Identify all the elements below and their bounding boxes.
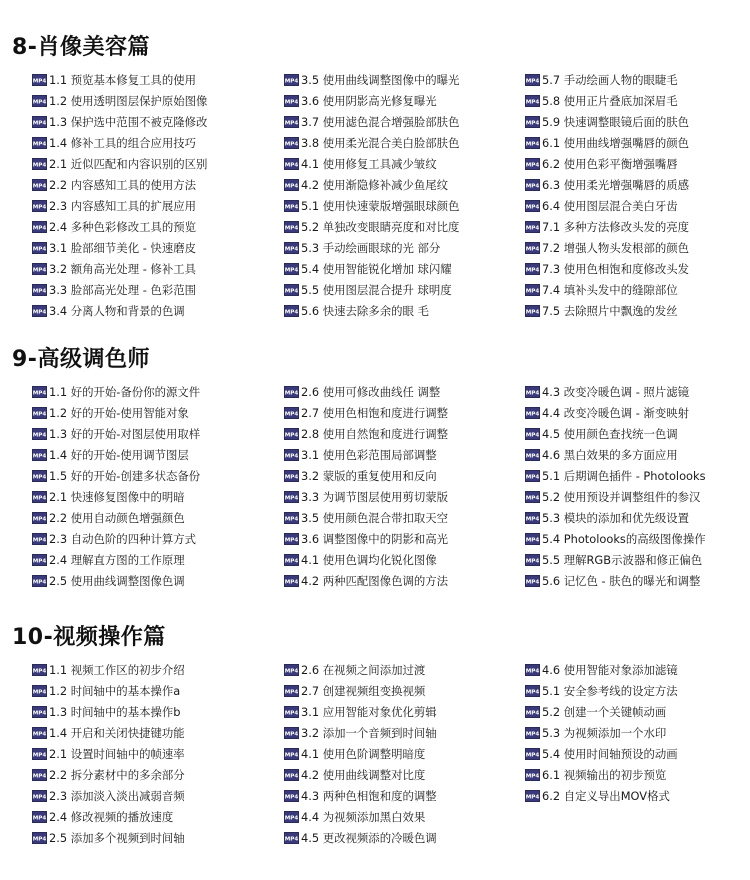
lesson-title: 5.2 使用预设并调整组件的参汉 [542, 490, 701, 504]
lesson-title: 6.4 使用图层混合美白牙齿 [542, 199, 678, 213]
svg-text:MP4: MP4 [525, 731, 540, 738]
svg-text:MP4: MP4 [32, 731, 47, 738]
mp4-file-icon [525, 664, 540, 676]
svg-text:MP4: MP4 [32, 773, 47, 780]
lesson-title: 5.8 使用正片叠底加深眉毛 [542, 94, 678, 108]
mp4-file-icon [32, 428, 47, 440]
mp4-file-icon [525, 491, 540, 503]
lesson-title: 1.4 好的开始-使用调节图层 [49, 448, 189, 462]
svg-text:MP4: MP4 [32, 141, 47, 148]
svg-text:MP4: MP4 [32, 99, 47, 106]
svg-text:MP4: MP4 [284, 773, 299, 780]
svg-text:MP4: MP4 [32, 668, 47, 675]
svg-text:MP4: MP4 [525, 689, 540, 696]
svg-text:MP4: MP4 [32, 267, 47, 274]
mp4-file-icon [32, 832, 47, 844]
lesson-title: 3.5 使用颜色混合带扣取天空 [301, 511, 449, 525]
lesson-title: 5.3 模块的添加和优先级设置 [542, 511, 690, 525]
svg-text:MP4: MP4 [525, 246, 540, 253]
svg-text:MP4: MP4 [32, 516, 47, 523]
lesson-title: 5.4 使用智能锐化增加 球闪耀 [301, 262, 452, 276]
svg-text:MP4: MP4 [525, 495, 540, 502]
svg-text:MP4: MP4 [525, 794, 540, 801]
mp4-file-icon [32, 748, 47, 760]
lesson-title: 7.4 填补头发中的缝隙部位 [542, 283, 678, 297]
lesson-title: 5.4 Photolooks的高级图像操作 [542, 532, 706, 546]
lesson-title: 2.6 使用可修改曲线任 调整 [301, 385, 441, 399]
svg-text:MP4: MP4 [284, 267, 299, 274]
lesson-title: 2.3 添加淡入淡出减弱音频 [49, 789, 185, 803]
svg-text:MP4: MP4 [284, 390, 299, 397]
lesson-title: 5.2 单独改变眼睛亮度和对比度 [301, 220, 460, 234]
lesson-title: 4.1 使用修复工具减少皱纹 [301, 157, 437, 171]
svg-text:MP4: MP4 [525, 752, 540, 759]
svg-text:MP4: MP4 [32, 162, 47, 169]
mp4-file-icon [32, 242, 47, 254]
mp4-file-icon [32, 533, 47, 545]
lesson-title: 2.7 创建视频组变换视频 [301, 684, 426, 698]
mp4-file-icon [284, 533, 299, 545]
section-title: 8-肖像美容篇 [12, 35, 150, 60]
svg-text:MP4: MP4 [32, 752, 47, 759]
lesson-title: 2.5 添加多个视频到时间轴 [49, 831, 185, 845]
mp4-file-icon [525, 428, 540, 440]
lesson-title: 1.3 保护选中范围不被克隆修改 [49, 115, 208, 129]
section-title: 10-视频操作篇 [12, 625, 166, 650]
mp4-file-icon [284, 116, 299, 128]
mp4-file-icon [32, 95, 47, 107]
lesson-title: 4.4 改变冷暖色调 - 渐变映射 [542, 406, 689, 420]
mp4-file-icon [284, 284, 299, 296]
lesson-title: 1.2 使用透明图层保护原始图像 [49, 94, 208, 108]
svg-text:MP4: MP4 [525, 516, 540, 523]
svg-text:MP4: MP4 [525, 267, 540, 274]
svg-text:MP4: MP4 [32, 225, 47, 232]
lesson-title: 4.1 使用色调均化锐化图像 [301, 553, 437, 567]
mp4-file-icon [284, 242, 299, 254]
svg-text:MP4: MP4 [32, 288, 47, 295]
lesson-title: 3.2 添加一个音频到时间轴 [301, 726, 437, 740]
lesson-title: 4.4 为视频添加黑白效果 [301, 810, 426, 824]
mp4-file-icon [525, 706, 540, 718]
lesson-title: 1.1 好的开始-备份你的源文件 [49, 385, 201, 399]
svg-text:MP4: MP4 [284, 495, 299, 502]
mp4-file-icon [32, 554, 47, 566]
lesson-title: 1.3 时间轴中的基本操作b [49, 705, 181, 719]
lesson-title: 4.3 两种色相饱和度的调整 [301, 789, 437, 803]
mp4-file-icon [284, 491, 299, 503]
svg-text:MP4: MP4 [284, 558, 299, 565]
svg-text:MP4: MP4 [284, 689, 299, 696]
mp4-file-icon [525, 305, 540, 317]
mp4-file-icon [284, 200, 299, 212]
svg-text:MP4: MP4 [284, 579, 299, 586]
svg-text:MP4: MP4 [525, 288, 540, 295]
mp4-file-icon [284, 137, 299, 149]
lesson-title: 1.1 预览基本修复工具的使用 [49, 73, 197, 87]
lesson-title: 3.2 额角高光处理 - 修补工具 [49, 262, 196, 276]
svg-text:MP4: MP4 [32, 836, 47, 843]
lesson-title: 4.6 使用智能对象添加滤镜 [542, 663, 678, 677]
lesson-title: 4.2 两种匹配图像色调的方法 [301, 574, 449, 588]
svg-text:MP4: MP4 [32, 815, 47, 822]
mp4-file-icon [32, 221, 47, 233]
mp4-file-icon [284, 449, 299, 461]
lesson-title: 7.2 增强人物头发根部的颜色 [542, 241, 690, 255]
lesson-title: 4.2 使用渐隐修补减少鱼尾纹 [301, 178, 449, 192]
lesson-title: 7.1 多种方法修改头发的亮度 [542, 220, 690, 234]
mp4-file-icon [284, 95, 299, 107]
svg-text:MP4: MP4 [284, 141, 299, 148]
mp4-file-icon [284, 748, 299, 760]
mp4-file-icon [525, 137, 540, 149]
mp4-file-icon [525, 263, 540, 275]
lesson-title: 1.4 开启和关闭快捷键功能 [49, 726, 185, 740]
svg-text:MP4: MP4 [284, 309, 299, 316]
lesson-title: 2.6 在视频之间添加过渡 [301, 663, 426, 677]
mp4-file-icon [32, 685, 47, 697]
lesson-title: 4.3 改变冷暖色调 - 照片滤镜 [542, 385, 689, 399]
mp4-file-icon [32, 575, 47, 587]
lesson-title: 2.2 内容感知工具的使用方法 [49, 178, 197, 192]
mp4-file-icon [32, 74, 47, 86]
lesson-title: 5.5 使用图层混合提升 球明度 [301, 283, 452, 297]
mp4-file-icon [284, 685, 299, 697]
mp4-file-icon [525, 727, 540, 739]
lesson-title: 1.1 视频工作区的初步介绍 [49, 663, 185, 677]
svg-text:MP4: MP4 [525, 120, 540, 127]
svg-text:MP4: MP4 [525, 537, 540, 544]
lesson-title: 3.1 脸部细节美化 - 快速磨皮 [49, 241, 196, 255]
svg-text:MP4: MP4 [284, 752, 299, 759]
mp4-file-icon [525, 790, 540, 802]
svg-text:MP4: MP4 [525, 78, 540, 85]
mp4-file-icon [284, 158, 299, 170]
mp4-file-icon [284, 428, 299, 440]
svg-text:MP4: MP4 [525, 390, 540, 397]
mp4-file-icon [32, 449, 47, 461]
mp4-file-icon [525, 74, 540, 86]
lesson-title: 3.6 调整图像中的阴影和高光 [301, 532, 449, 546]
lesson-title: 3.2 蒙版的重复使用和反向 [301, 469, 437, 483]
lesson-title: 2.1 设置时间轴中的帧速率 [49, 747, 185, 761]
mp4-file-icon [525, 179, 540, 191]
lesson-title: 6.1 使用曲线增强嘴唇的颜色 [542, 136, 690, 150]
svg-text:MP4: MP4 [525, 579, 540, 586]
svg-text:MP4: MP4 [284, 516, 299, 523]
lesson-title: 6.3 使用柔光增强嘴唇的质感 [542, 178, 690, 192]
svg-text:MP4: MP4 [32, 794, 47, 801]
svg-text:MP4: MP4 [32, 390, 47, 397]
svg-text:MP4: MP4 [32, 453, 47, 460]
svg-text:MP4: MP4 [525, 141, 540, 148]
lesson-title: 3.3 脸部高光处理 - 色彩范围 [49, 283, 196, 297]
svg-text:MP4: MP4 [32, 474, 47, 481]
mp4-file-icon [32, 137, 47, 149]
lesson-title: 5.6 快速去除多余的眼 毛 [301, 304, 429, 318]
svg-text:MP4: MP4 [284, 474, 299, 481]
mp4-file-icon [32, 470, 47, 482]
mp4-file-icon [284, 832, 299, 844]
svg-text:MP4: MP4 [32, 558, 47, 565]
svg-text:MP4: MP4 [284, 815, 299, 822]
svg-text:MP4: MP4 [525, 453, 540, 460]
svg-text:MP4: MP4 [284, 453, 299, 460]
svg-text:MP4: MP4 [284, 246, 299, 253]
svg-text:MP4: MP4 [32, 710, 47, 717]
lesson-title: 2.8 使用自然饱和度进行调整 [301, 427, 449, 441]
mp4-file-icon [284, 407, 299, 419]
lesson-title: 4.1 使用色阶调整明暗度 [301, 747, 426, 761]
mp4-file-icon [525, 533, 540, 545]
svg-text:MP4: MP4 [32, 246, 47, 253]
mp4-file-icon [525, 242, 540, 254]
mp4-file-icon [32, 305, 47, 317]
svg-text:MP4: MP4 [32, 78, 47, 85]
svg-text:MP4: MP4 [32, 579, 47, 586]
mp4-file-icon [284, 575, 299, 587]
mp4-file-icon [32, 769, 47, 781]
lesson-title: 5.1 使用快速蒙版增强眼球颜色 [301, 199, 460, 213]
svg-text:MP4: MP4 [525, 309, 540, 316]
svg-text:MP4: MP4 [284, 710, 299, 717]
mp4-file-icon [284, 386, 299, 398]
svg-text:MP4: MP4 [525, 411, 540, 418]
svg-text:MP4: MP4 [525, 668, 540, 675]
svg-text:MP4: MP4 [32, 432, 47, 439]
mp4-file-icon [284, 305, 299, 317]
lesson-title: 3.3 为调节图层使用剪切蒙版 [301, 490, 449, 504]
mp4-file-icon [525, 284, 540, 296]
svg-text:MP4: MP4 [32, 537, 47, 544]
svg-text:MP4: MP4 [284, 411, 299, 418]
svg-text:MP4: MP4 [284, 183, 299, 190]
lesson-title: 5.1 安全参考线的设定方法 [542, 684, 678, 698]
svg-text:MP4: MP4 [525, 183, 540, 190]
mp4-file-icon [525, 449, 540, 461]
mp4-file-icon [32, 179, 47, 191]
lesson-title: 2.4 多种色彩修改工具的预览 [49, 220, 197, 234]
mp4-file-icon [284, 263, 299, 275]
mp4-file-icon [284, 811, 299, 823]
lesson-title: 6.2 自定义导出MOV格式 [542, 789, 670, 803]
svg-text:MP4: MP4 [284, 432, 299, 439]
mp4-file-icon [284, 470, 299, 482]
lesson-title: 5.3 为视频添加一个水印 [542, 726, 667, 740]
svg-text:MP4: MP4 [32, 411, 47, 418]
svg-text:MP4: MP4 [284, 120, 299, 127]
mp4-file-icon [525, 407, 540, 419]
svg-text:MP4: MP4 [284, 731, 299, 738]
mp4-file-icon [284, 664, 299, 676]
lesson-title: 5.4 使用时间轴预设的动画 [542, 747, 678, 761]
lesson-title: 2.3 自动色阶的四种计算方式 [49, 532, 197, 546]
svg-text:MP4: MP4 [284, 794, 299, 801]
mp4-file-icon [32, 263, 47, 275]
svg-text:MP4: MP4 [284, 836, 299, 843]
mp4-file-icon [284, 727, 299, 739]
mp4-file-icon [284, 179, 299, 191]
svg-text:MP4: MP4 [32, 689, 47, 696]
svg-text:MP4: MP4 [525, 225, 540, 232]
mp4-file-icon [32, 727, 47, 739]
mp4-file-icon [525, 685, 540, 697]
svg-text:MP4: MP4 [525, 710, 540, 717]
mp4-file-icon [32, 116, 47, 128]
svg-text:MP4: MP4 [284, 204, 299, 211]
lesson-title: 6.1 视频输出的初步预览 [542, 768, 667, 782]
mp4-file-icon [32, 790, 47, 802]
lesson-title: 1.4 修补工具的组合应用技巧 [49, 136, 197, 150]
mp4-file-icon [284, 554, 299, 566]
mp4-file-icon [525, 116, 540, 128]
mp4-file-icon [32, 407, 47, 419]
lesson-title: 2.2 使用自动颜色增强颜色 [49, 511, 185, 525]
mp4-file-icon [525, 470, 540, 482]
mp4-file-icon [284, 790, 299, 802]
svg-text:MP4: MP4 [284, 99, 299, 106]
mp4-file-icon [32, 386, 47, 398]
mp4-file-icon [525, 512, 540, 524]
lesson-title: 7.3 使用色相饱和度修改头发 [542, 262, 690, 276]
mp4-file-icon [32, 512, 47, 524]
svg-text:MP4: MP4 [525, 204, 540, 211]
lesson-title: 2.4 修改视频的播放速度 [49, 810, 174, 824]
mp4-file-icon [32, 158, 47, 170]
svg-text:MP4: MP4 [525, 773, 540, 780]
lesson-title: 2.2 拆分素材中的多余部分 [49, 768, 185, 782]
lesson-title: 1.2 好的开始-使用智能对象 [49, 406, 189, 420]
svg-text:MP4: MP4 [525, 474, 540, 481]
svg-text:MP4: MP4 [284, 78, 299, 85]
svg-text:MP4: MP4 [32, 120, 47, 127]
lesson-title: 4.2 使用曲线调整对比度 [301, 768, 426, 782]
svg-text:MP4: MP4 [525, 162, 540, 169]
lesson-title: 5.3 手动绘画眼球的光 部分 [301, 241, 441, 255]
mp4-file-icon [525, 158, 540, 170]
mp4-file-icon [32, 491, 47, 503]
lesson-title: 2.4 理解直方图的工作原理 [49, 553, 185, 567]
mp4-file-icon [32, 200, 47, 212]
svg-text:MP4: MP4 [525, 558, 540, 565]
svg-text:MP4: MP4 [525, 432, 540, 439]
svg-text:MP4: MP4 [32, 495, 47, 502]
svg-text:MP4: MP4 [284, 162, 299, 169]
lesson-title: 2.1 快速修复图像中的明暗 [49, 490, 185, 504]
section-title: 9-高级调色师 [12, 347, 150, 372]
mp4-file-icon [525, 554, 540, 566]
lesson-title: 3.7 使用滤色混合增强脸部肤色 [301, 115, 460, 129]
svg-text:MP4: MP4 [32, 204, 47, 211]
lesson-title: 3.8 使用柔光混合美白脸部肤色 [301, 136, 460, 150]
lesson-title: 2.5 使用曲线调整图像色调 [49, 574, 185, 588]
svg-text:MP4: MP4 [284, 537, 299, 544]
lesson-title: 3.4 分离人物和背景的色调 [49, 304, 185, 318]
lesson-title: 3.1 使用色彩范围局部调整 [301, 448, 437, 462]
mp4-file-icon [32, 811, 47, 823]
mp4-file-icon [525, 386, 540, 398]
mp4-file-icon [284, 221, 299, 233]
mp4-file-icon [284, 706, 299, 718]
mp4-file-icon [525, 575, 540, 587]
svg-text:MP4: MP4 [284, 288, 299, 295]
lesson-title: 6.2 使用色彩平衡增强嘴唇 [542, 157, 678, 171]
lesson-title: 4.6 黑白效果的多方面应用 [542, 448, 678, 462]
svg-text:MP4: MP4 [284, 668, 299, 675]
lesson-title: 2.3 内容感知工具的扩展应用 [49, 199, 197, 213]
lesson-title: 5.2 创建一个关键帧动画 [542, 705, 667, 719]
lesson-title: 2.7 使用色相饱和度进行调整 [301, 406, 449, 420]
mp4-file-icon [525, 769, 540, 781]
mp4-file-icon [525, 95, 540, 107]
lesson-title: 3.5 使用曲线调整图像中的曝光 [301, 73, 460, 87]
mp4-file-icon [525, 200, 540, 212]
lesson-title: 5.6 记忆色 - 肤色的曝光和调整 [542, 574, 701, 588]
lesson-title: 1.2 时间轴中的基本操作a [49, 684, 181, 698]
mp4-file-icon [32, 706, 47, 718]
mp4-file-icon [525, 748, 540, 760]
mp4-file-icon [284, 74, 299, 86]
lesson-title: 5.9 快速调整眼镜后面的肤色 [542, 115, 690, 129]
mp4-file-icon [284, 769, 299, 781]
lesson-title: 2.1 近似匹配和内容识别的区别 [49, 157, 208, 171]
lesson-title: 5.1 后期调色插件 - Photolooks [542, 469, 706, 483]
lesson-title: 7.5 去除照片中飘逸的发丝 [542, 304, 678, 318]
mp4-file-icon [32, 664, 47, 676]
lesson-title: 5.7 手动绘画人物的眼睫毛 [542, 73, 678, 87]
lesson-title: 3.1 应用智能对象优化剪辑 [301, 705, 437, 719]
lesson-title: 4.5 更改视频添的冷暖色调 [301, 831, 437, 845]
svg-text:MP4: MP4 [525, 99, 540, 106]
mp4-file-icon [284, 512, 299, 524]
mp4-file-icon [525, 221, 540, 233]
lesson-title: 3.6 使用阴影高光修复曝光 [301, 94, 437, 108]
lesson-title: 5.5 理解RGB示波器和修正偏色 [542, 553, 703, 567]
lesson-title: 4.5 使用颜色查找统一色调 [542, 427, 678, 441]
lesson-title: 1.5 好的开始-创建多状态备份 [49, 469, 201, 483]
svg-text:MP4: MP4 [32, 183, 47, 190]
mp4-file-icon [32, 284, 47, 296]
lesson-title: 1.3 好的开始-对图层使用取样 [49, 427, 201, 441]
svg-text:MP4: MP4 [32, 309, 47, 316]
svg-text:MP4: MP4 [284, 225, 299, 232]
